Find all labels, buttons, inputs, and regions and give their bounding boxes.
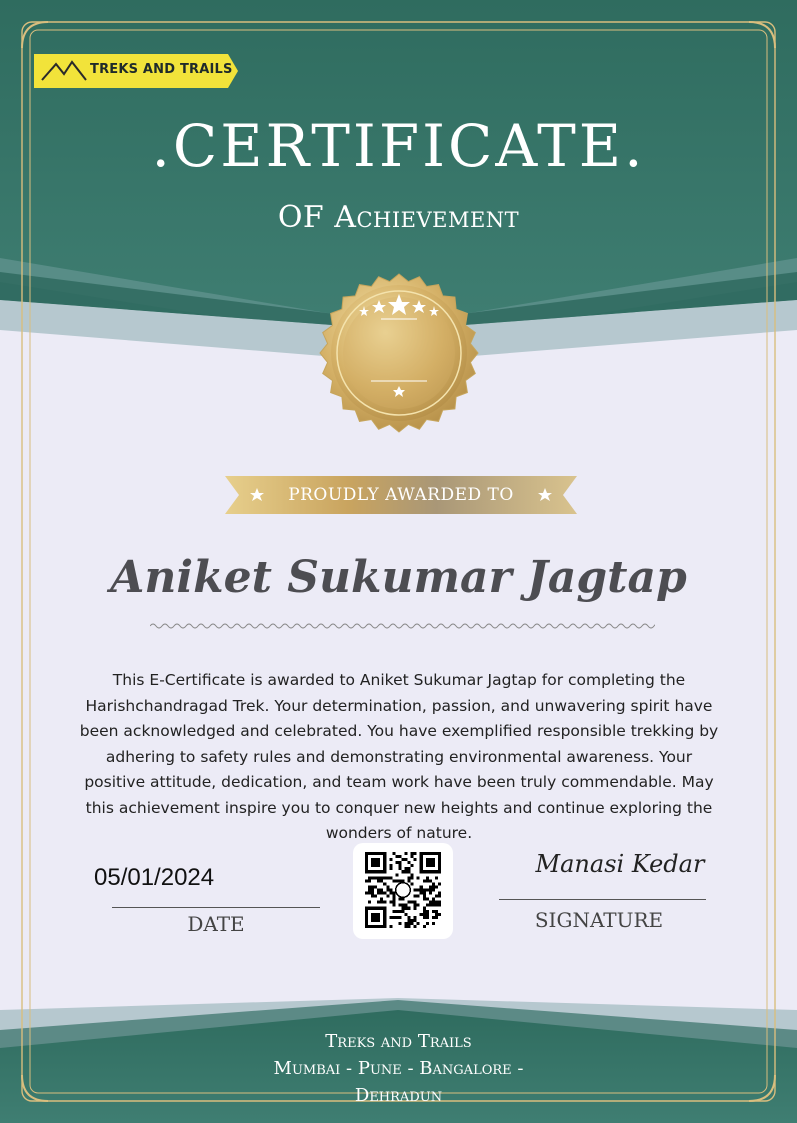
signature-label: SIGNATURE [534,908,664,932]
body-line: adhering to safety rules and demonstrating environmental awareness. Your [105,747,693,766]
qr-code-icon [365,852,441,928]
certificate-body [48,668,750,847]
date-value: 05/01/2024 [94,864,215,891]
recipient-name: Aniket Sukumar Jagtap [110,552,687,603]
date-line [112,907,320,908]
body-line: wonders of nature. [325,824,473,842]
certificate-title: .CERTIFICATE. [151,112,646,180]
footer-cities-cont: Dehradun [354,1085,443,1106]
awarded-to-label: PROUDLY AWARDED TO [288,485,514,505]
body-line: been acknowledged and celebrated. You have exemplified responsible trekking by [79,722,719,740]
gold-seal-icon [313,272,485,434]
body-line: positive attitude, dedication, and team work have been truly commendable. May [84,773,714,791]
body-line: Harishchandragad Trek. Your determination, passion, and unwavering spirit have [85,696,713,715]
certificate-subtitle: OF Achievement [277,200,520,235]
footer-cities: Mumbai - Pune - Bangalore - [273,1058,524,1079]
brand-name: TREKS AND TRAILS [90,62,233,77]
signature-value: Manasi Kedar [535,850,705,878]
date-label: DATE [187,912,245,936]
footer-org: Treks and Trails [325,1031,472,1052]
signature-line [499,899,706,900]
body-line: this achievement inspire you to conquer new heights and continue exploring the [85,798,713,817]
body-line: This E-Certificate is awarded to Aniket Sukumar Jagtap for completing the [112,671,686,689]
decorative-divider [150,620,655,632]
